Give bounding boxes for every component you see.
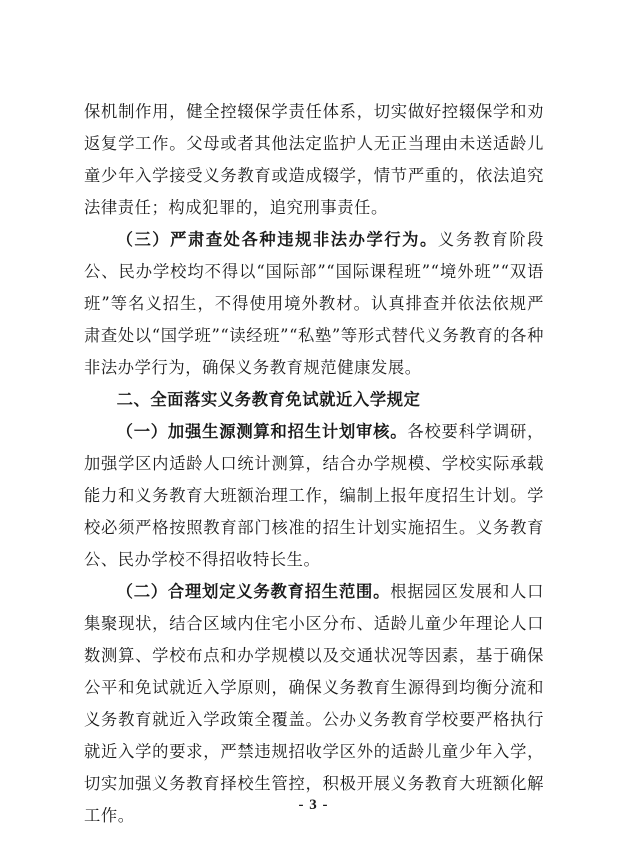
paragraph-lead: （一）加强生源测算和招生计划审核。 xyxy=(116,422,408,441)
paragraph-text: 义务教育阶段公、民办学校均不得以“国际部”“国际课程班”“境外班”“双语班”等名义招生，不得使用境外教材。认真排查并依法依规严肃查处以“国学班”“读经班”“私塾”等形式替代义务教育的各种非法办学行为，确保义务教育规范健康发展。 xyxy=(84,230,544,377)
paragraph-item-2 xyxy=(84,576,544,832)
paragraph-text: 各校要科学调研，加强学区内适龄人口统计测算，结合办学规模、学校实际承载能力和义务教育大班额治理工作，编制上报年度招生计划。学校必须严格按照教育部门核准的招生计划实施招生。义务教育公、民办学校不得招收特长生。 xyxy=(84,422,544,569)
paragraph-continued xyxy=(84,96,544,224)
document-body xyxy=(84,96,544,832)
paragraph-lead: （二）合理划定义务教育招生范围。 xyxy=(116,582,391,601)
page-number: - 3 - xyxy=(298,797,329,813)
section-heading: 二、全面落实义务教育免试就近入学规定 xyxy=(116,390,421,409)
paragraph-lead: （三）严肃查处各种违规非法办学行为。 xyxy=(116,230,438,249)
paragraph-item-3 xyxy=(84,224,544,384)
paragraph-text: 根据园区发展和人口集聚现状，结合区域内住宅小区分布、适龄儿童少年理论人口数测算、学校布点和办学规模以及交通状况等因素，基于确保公平和免试就近入学原则，确保义务教育生源得到均衡分流和义务教育就近入学政策全覆盖。公办义务教育学校要严格执行就近入学的要求，严禁违规招收学区外的适龄儿童少年入学，切实加强义务教育择校生管控，积极开展义务教育大班额化解工作。 xyxy=(84,582,545,825)
paragraph-item-1 xyxy=(84,416,544,576)
paragraph-text: 保机制作用，健全控辍保学责任体系，切实做好控辍保学和劝返复学工作。父母或者其他法定监护人无正当理由未送适龄儿童少年入学接受义务教育或造成辍学，情节严重的，依法追究法律责任；构成犯罪的，追究刑事责任。 xyxy=(84,102,544,217)
